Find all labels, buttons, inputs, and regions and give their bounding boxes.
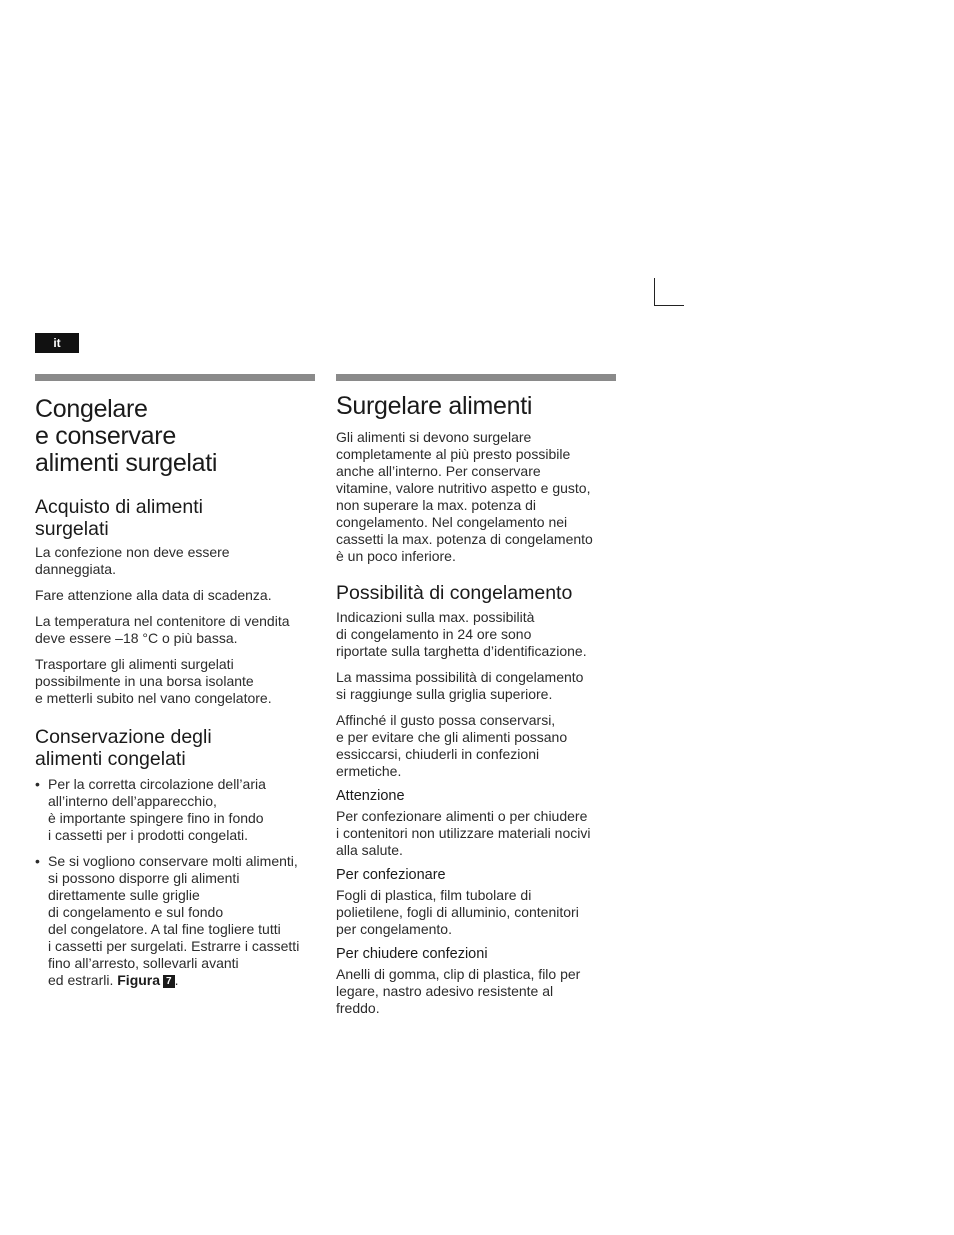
figure-reference[interactable] [117, 972, 174, 988]
paragraph: Indicazioni sulla max. possibilità di congelamento in 24 ore sono riportate sulla targhetta d’identificazione. [336, 609, 587, 659]
paragraph: Affinché il gusto possa conservarsi, e per evitare che gli alimenti possano essiccarsi, chiuderli in confezioni ermetiche. [336, 712, 568, 779]
paragraph: Per confezionare alimenti o per chiudere i contenitori non utilizzare materiali nocivi alla salute. [336, 808, 591, 858]
period: . [174, 972, 179, 988]
section-bar [35, 374, 315, 381]
list-item-text: Se si vogliono conservare molti alimenti, si possono disporre gli alimenti direttamente sulle griglie di congelamento e sul fondo del congelatore. A tal fine togliere tutti i cassetti per surgelati. Estrarre i cassetti fino all’arresto, sollevarli avanti ed estrarli. [48, 853, 300, 988]
heading-per-confezionare: Per confezionare [336, 867, 446, 883]
bullet-icon: • [35, 853, 40, 869]
paragraph: La massima possibilità di congelamento si raggiunge sulla griglia superiore. [336, 669, 584, 702]
crop-mark [654, 278, 684, 306]
heading-conservazione: Conservazione degli alimenti congelati [35, 726, 212, 770]
intro-paragraph: Gli alimenti si devono surgelare completamente al più presto possibile anche all’interno. Per conservare vitamine, valore nutritivo aspetto e gusto, non superare la max. potenza di congelamento. Nel congelamento nei cassetti la max. potenza di congelamento è un poco inferiore. [336, 429, 593, 564]
list-item [35, 853, 315, 989]
paragraph: Fare attenzione alla data di scadenza. [35, 587, 272, 603]
paragraph: Fogli di plastica, film tubolare di polietilene, fogli di alluminio, contenitori per congelamento. [336, 887, 579, 937]
list-item-text: Per la corretta circolazione dell’aria all’interno dell’apparecchio, è importante spingere fino in fondo i cassetti per i prodotti congelati. [48, 776, 266, 843]
paragraph: La confezione non deve essere danneggiata. [35, 544, 230, 577]
language-badge: it [35, 333, 79, 353]
section-bar [336, 374, 616, 381]
heading-per-chiudere: Per chiudere confezioni [336, 946, 488, 962]
paragraph: La temperatura nel contenitore di vendita deve essere –18 °C o più bassa. [35, 613, 290, 646]
list-item [35, 776, 315, 844]
right-column [336, 374, 616, 1017]
figure-label: Figura [117, 972, 161, 988]
figure-number-box: 7 [163, 975, 175, 988]
bullet-icon: • [35, 776, 40, 792]
paragraph: Trasportare gli alimenti surgelati possibilmente in una borsa isolante e metterli subito nel vano congelatore. [35, 656, 272, 706]
heading-possibilita: Possibilità di congelamento [336, 582, 573, 604]
paragraph: Anelli di gomma, clip di plastica, filo per legare, nastro adesivo resistente al freddo. [336, 966, 581, 1016]
page-title: Congelare e conservare alimenti surgelati [35, 395, 218, 477]
bullet-list [35, 776, 315, 989]
left-column [35, 374, 315, 989]
heading-acquisto: Acquisto di alimenti surgelati [35, 496, 203, 540]
section-title: Surgelare alimenti [336, 392, 533, 420]
heading-attenzione: Attenzione [336, 788, 405, 804]
